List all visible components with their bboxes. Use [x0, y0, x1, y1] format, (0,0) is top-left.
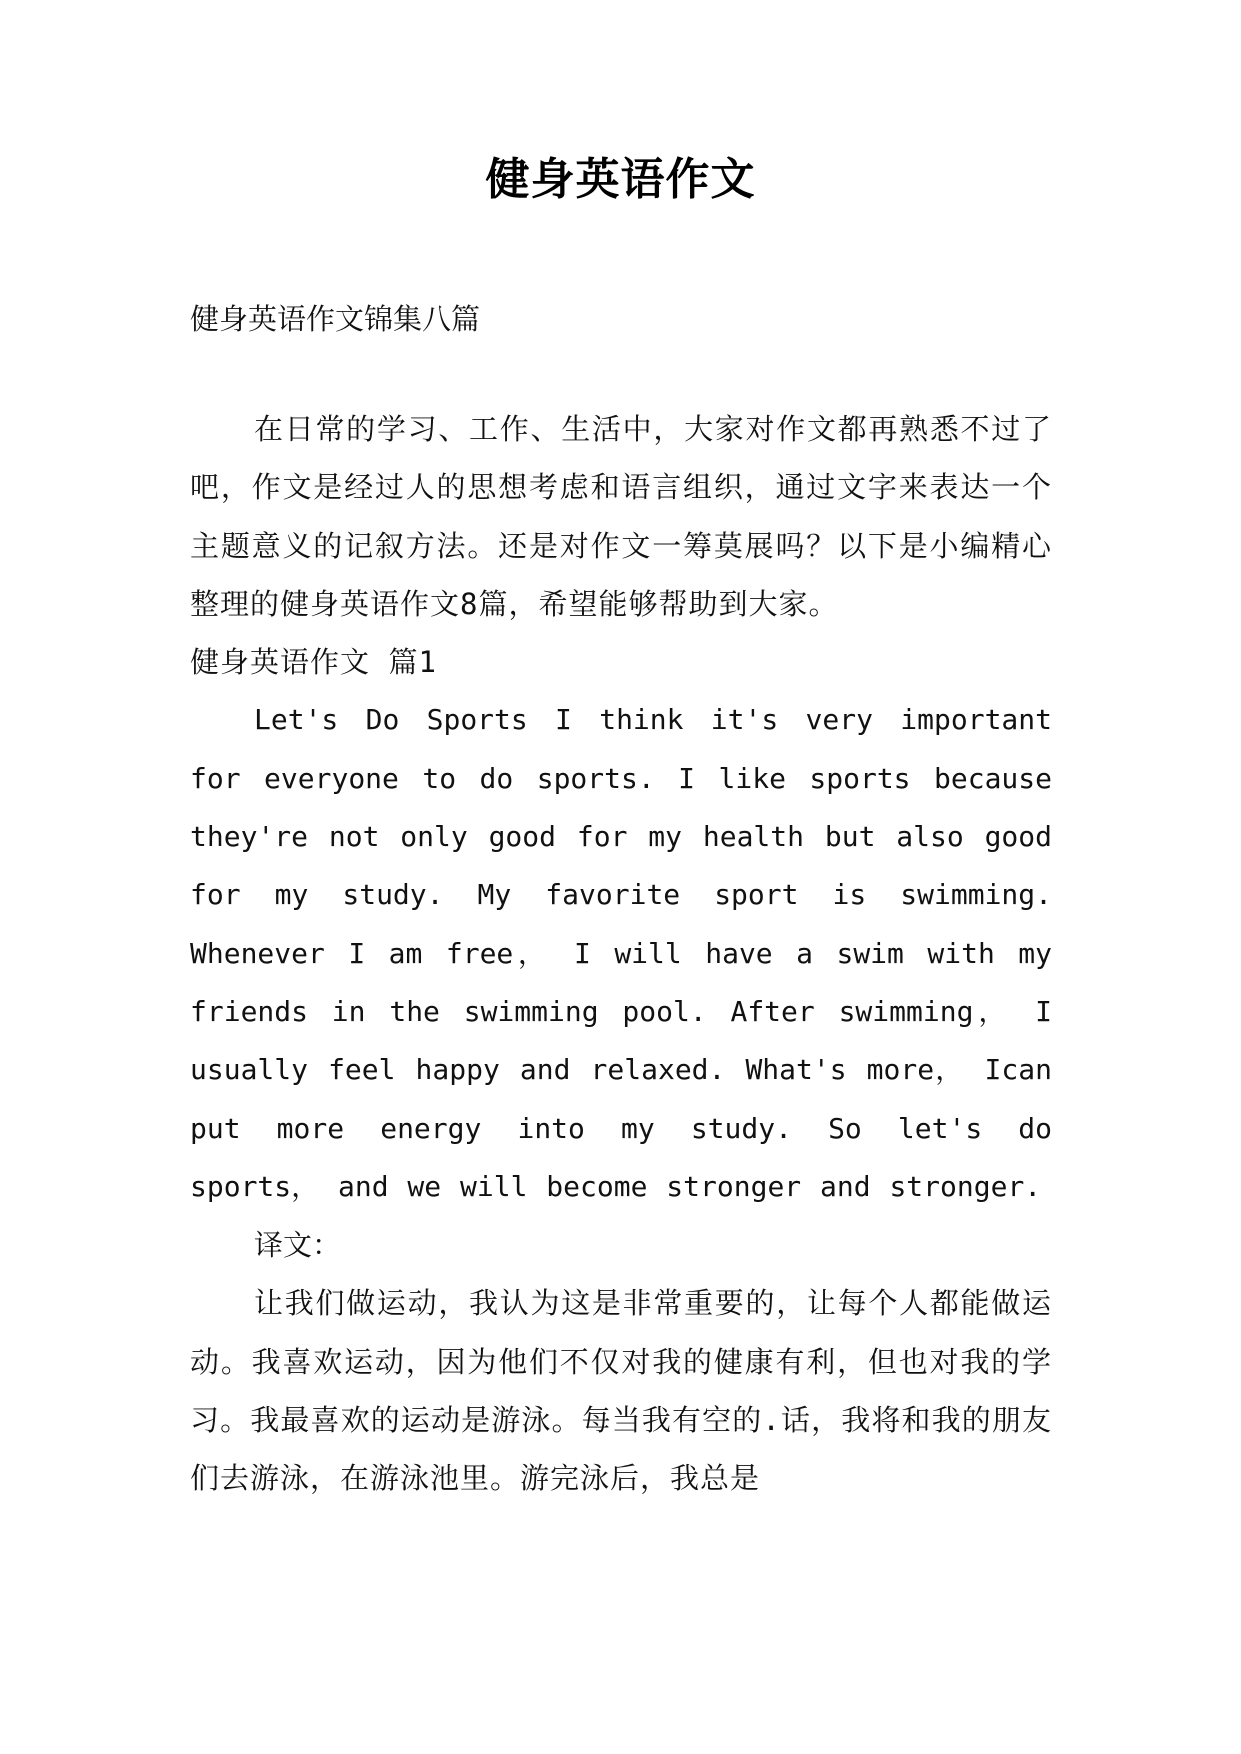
intro-paragraph: 在日常的学习、工作、生活中，大家对作文都再熟悉不过了吧，作文是经过人的思想考虑和语言组织，通过文字来表达一个主题意义的记叙方法。还是对作文一筹莫展吗？以下是小编精心整理的健身英语作文8篇，希望能够帮助到大家。 [190, 412, 1052, 621]
section-heading: 健身英语作文 篇1 [190, 645, 437, 680]
translation-paragraph: 让我们做运动，我认为这是非常重要的，让每个人都能做运动。我喜欢运动，因为他们不仅对我的健康有利，但也对我的学习。我最喜欢的运动是游泳。每当我有空的.话，我将和我的朋友们去游泳，在游泳池里。游完泳后，我总是 [190, 1286, 1052, 1496]
english-essay-paragraph: Let's Do Sports I think it's very important for everyone to do sports. I like sports because they're not only good for my health but also good for my study. My favorite sport is swimming. Whenever I am free， I will have a swim with my friends in the swimming pool. After swimming， I usually feel happy and relaxed. What's more， Ican put more energy into my study. So let's do sports， and we will become stronger and stronger. [190, 703, 1052, 1203]
document-title: 健身英语作文 [485, 154, 756, 205]
translation-label: 译文： [254, 1228, 342, 1263]
document-body [190, 400, 1052, 1508]
document-subtitle: 健身英语作文锦集八篇 [190, 302, 481, 336]
